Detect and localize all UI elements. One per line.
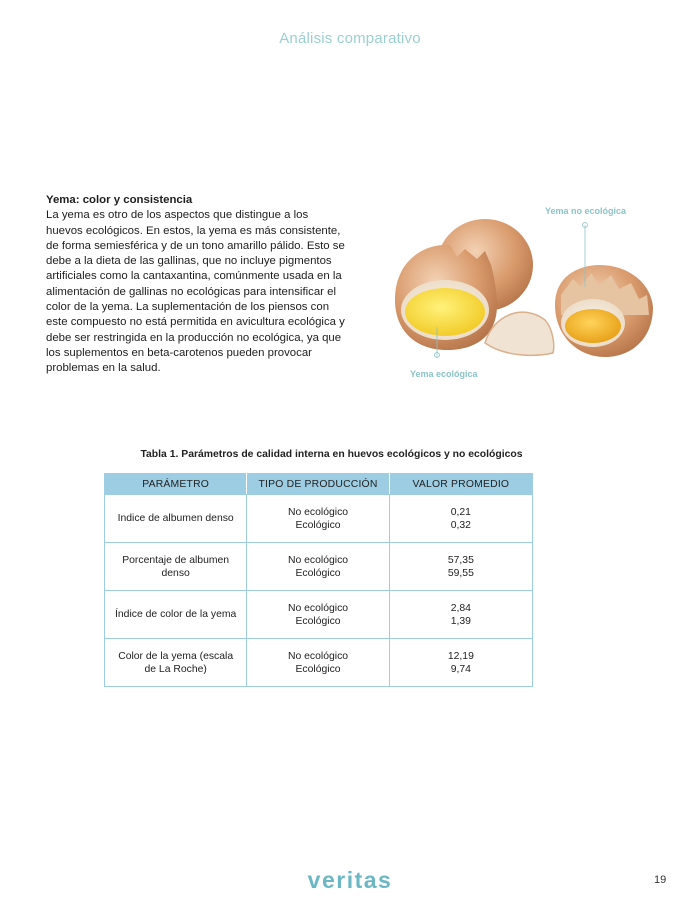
header-production-type: TIPO DE PRODUCCIÓN — [247, 474, 389, 495]
section-heading: Yema: color y consistencia — [46, 194, 193, 206]
header-parameter: PARÁMETRO — [105, 474, 247, 495]
section-body-text: La yema es otro de los aspectos que distingue a los huevos ecológicos. En estos, la yema es más consistente, de forma semiesférica y de un tono amarillo pálido. Esto se debe a la dieta de las gallinas, que no incluye pigmentos artificiales como la cantaxantina, comúnmente usada en la alimentación de gallinas no ecológicas para intensificar el color de la yema. La suplementación de los piensos con este compuesto no está permitida en avicultura ecológica y debe ser restringida en la producción no ecológica, ya que los suplementos en beta-carotenos pueden provocar problemas en la salud. — [46, 209, 345, 375]
table-header-row — [105, 474, 533, 495]
cell-production-type — [247, 495, 389, 543]
value-organic: 1,39 — [450, 615, 471, 627]
cell-parameter: Porcentaje de albumen denso — [105, 543, 247, 591]
cell-average-value — [389, 495, 532, 543]
cell-average-value — [389, 639, 532, 687]
cell-parameter: Color de la yema (escala de La Roche) — [105, 639, 247, 687]
value-non-organic: 2,84 — [450, 602, 471, 614]
value-organic: 9,74 — [450, 663, 471, 675]
page-header-title: Análisis comparativo — [279, 30, 421, 47]
non-organic-yolk — [565, 309, 621, 343]
cell-average-value — [389, 543, 532, 591]
value-organic: 59,55 — [447, 567, 474, 579]
type-organic: Ecológico — [295, 663, 341, 675]
table-row — [105, 495, 533, 543]
type-non-organic: No ecológico — [287, 506, 349, 518]
page-number: 19 — [654, 874, 667, 886]
type-organic: Ecológico — [295, 519, 341, 531]
organic-yolk — [405, 288, 485, 336]
eggs-illustration-svg — [385, 195, 675, 390]
label-non-organic-yolk: Yema no ecológica — [545, 206, 627, 216]
table-row — [105, 543, 533, 591]
cell-parameter: Índice de color de la yema — [105, 591, 247, 639]
cell-production-type — [247, 639, 389, 687]
eggs-illustration — [385, 195, 675, 390]
table-row — [105, 639, 533, 687]
value-non-organic: 57,35 — [447, 554, 474, 566]
cell-production-type — [247, 543, 389, 591]
type-organic: Ecológico — [295, 615, 341, 627]
value-non-organic: 0,21 — [450, 506, 471, 518]
table-caption: Tabla 1. Parámetros de calidad interna en huevos ecológicos y no ecológicos — [140, 449, 523, 460]
header-average-value: VALOR PROMEDIO — [389, 474, 532, 495]
veritas-logo: veritas — [307, 867, 393, 893]
type-non-organic: No ecológico — [287, 650, 349, 662]
yolk-section — [46, 193, 346, 377]
value-organic: 0,32 — [450, 519, 471, 531]
type-non-organic: No ecológico — [287, 602, 349, 614]
table-row — [105, 591, 533, 639]
cell-average-value — [389, 591, 532, 639]
type-non-organic: No ecológico — [287, 554, 349, 566]
quality-parameters-table — [104, 473, 533, 687]
cell-parameter: Indice de albumen denso — [105, 495, 247, 543]
type-organic: Ecológico — [295, 567, 341, 579]
cell-production-type — [247, 591, 389, 639]
label-organic-yolk: Yema ecológica — [410, 369, 478, 379]
value-non-organic: 12,19 — [447, 650, 474, 662]
